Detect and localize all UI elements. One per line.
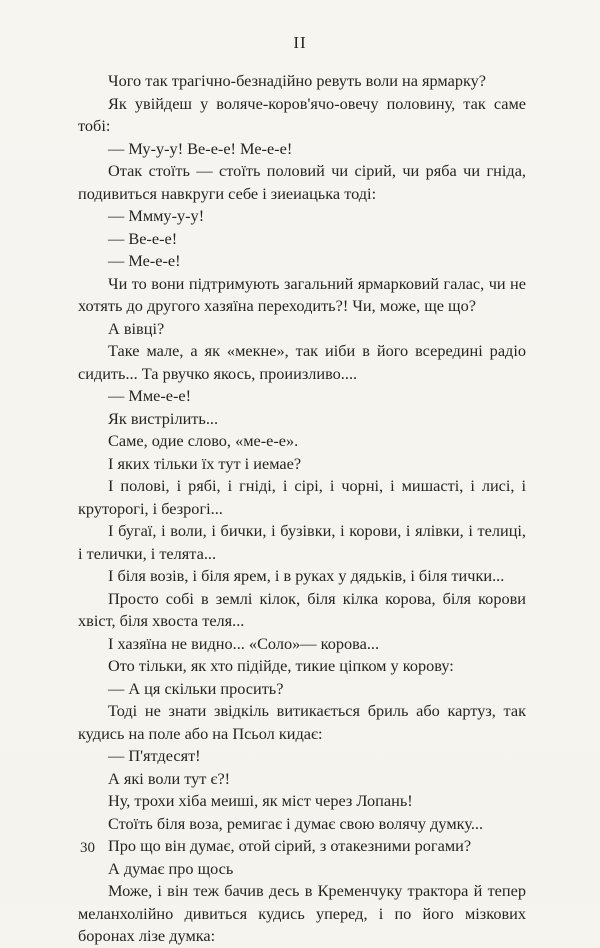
text-block	[78, 70, 526, 948]
paragraph: — Ммму-у-у!	[108, 206, 205, 225]
paragraph: Чи то вони підтримують загальний ярмарковий галас, чи не хотять до другого хазяїна переходить?! Чи, може, ще що?	[78, 273, 526, 315]
paragraph: І бугаї, і воли, і бички, і бузівки, і корови, і ялівки, і телиці, і телички, і телята...	[78, 521, 526, 563]
paragraph: — Ве-е-е!	[108, 228, 178, 248]
paragraph: І хазяїна не видно... «Соло»— корова...	[108, 633, 380, 653]
page-number: 30	[80, 840, 95, 856]
paragraph: Ну, трохи хіба меиші, як міст через Лопань!	[108, 791, 413, 810]
paragraph: Може, і він теж бачив десь в Кременчуку трактора й тепер меланхолійно дивиться кудись уперед, і по його мізкових боронах лізе думка:	[78, 881, 526, 945]
paragraph: Стоїть біля воза, ремигає і думає свою волячу думку...	[108, 813, 484, 833]
paragraph: Тоді не знати звідкіль витикається бриль або картуз, так кудись на поле або на Псьол кидає:	[78, 701, 526, 743]
paragraph: Як увійдеш у воляче-коров'ячо-овечу половину, так саме тобі:	[78, 93, 526, 135]
paragraph: Про що він думає, отой сірий, з отакезними рогами?	[108, 836, 472, 855]
paragraph: Як вистрілить...	[108, 408, 219, 428]
paragraph: Просто собі в землі кілок, біля кілка корова, біля корови хвіст, біля хвоста теля...	[78, 588, 526, 630]
paragraph: Таке мале, а як «мекне», так иіби в його всередині радіо сидить... Та рвучко якось, проиизливо....	[78, 341, 526, 383]
chapter-number: II	[293, 33, 307, 52]
paragraph: Саме, одие слово, «ме-е-е».	[108, 431, 299, 450]
paragraph: І біля возів, і біля ярем, і в руках у дядьків, і біля тички...	[108, 566, 505, 585]
paragraph: Ото тільки, як хто підійде, тикие ціпком у корову:	[108, 656, 454, 675]
paragraph: — Мме-е-е!	[108, 386, 192, 405]
paragraph: А які воли тут є?!	[108, 768, 231, 788]
paragraph: А думає про щось	[108, 858, 234, 878]
paragraph: Чого так трагічно-безнадійно ревуть воли на ярмарку?	[108, 71, 487, 90]
paragraph: — Ме-е-е!	[108, 251, 181, 270]
paragraph: — П'ятдесят!	[108, 746, 201, 765]
paragraph: І яких тільки їх тут і иемае?	[108, 453, 302, 473]
paragraph: Отак стоїть — стоїть половий чи сірий, чи ряба чи гніда, подивиться навкруги себе і зиеиацька тоді:	[78, 161, 526, 203]
paragraph: — А ця скільки просить?	[108, 678, 284, 698]
paragraph: — Му-у-у! Ве-е-е! Ме-е-е!	[108, 138, 293, 158]
paragraph: А вівці?	[108, 318, 165, 338]
paragraph: І полові, і рябі, і гніді, і сірі, і чорні, і мишасті, і лисі, і круторогі, і безрогі...	[78, 476, 526, 518]
